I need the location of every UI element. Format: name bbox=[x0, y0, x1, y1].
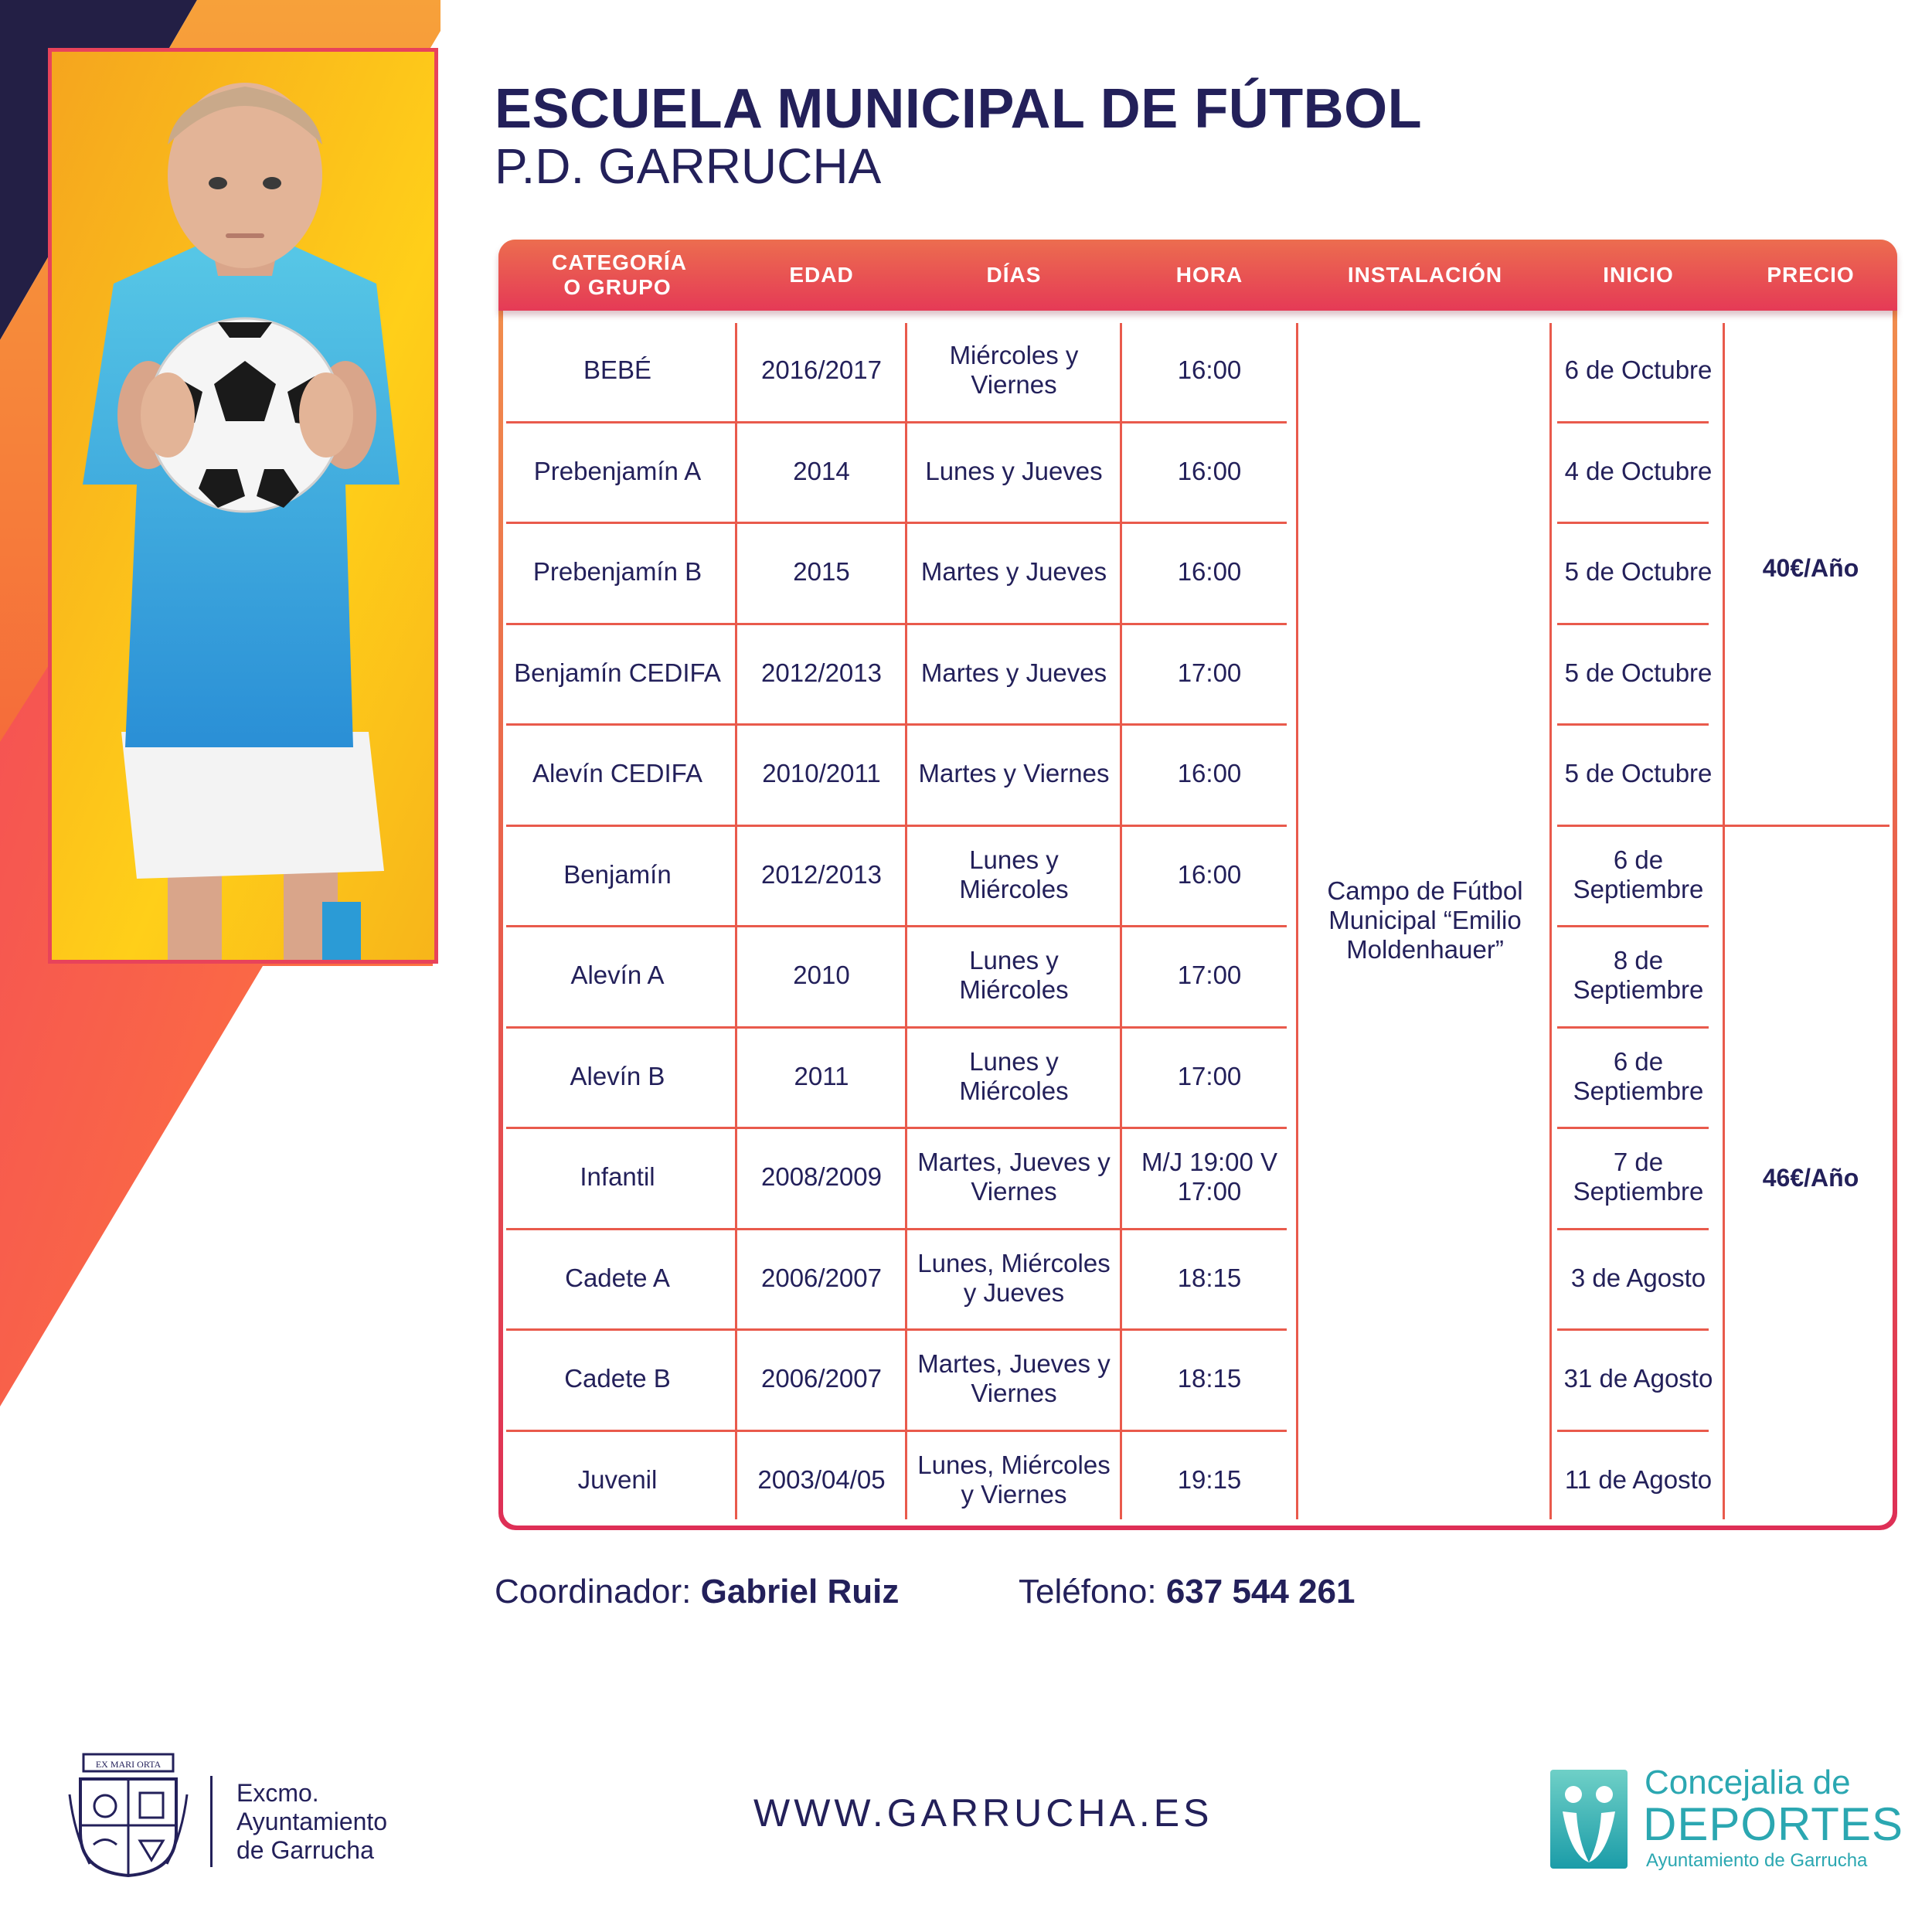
ayuntamiento-line-1: Excmo. bbox=[236, 1779, 319, 1807]
cell-dias: Martes, Jueves y Viernes bbox=[917, 1148, 1111, 1206]
cell-dias: Lunes, Miércoles y Jueves bbox=[917, 1248, 1111, 1307]
cell-hora: 18:15 bbox=[1177, 1364, 1242, 1393]
header-instalacion bbox=[1298, 240, 1553, 311]
cell-hora: 16:00 bbox=[1177, 456, 1242, 485]
cell-dias: Miércoles y Viernes bbox=[949, 341, 1079, 400]
cell-dias: Lunes y Jueves bbox=[925, 456, 1103, 485]
cell-inicio: 6 de Octubre bbox=[1564, 355, 1713, 385]
deportes-line-2: DEPORTES bbox=[1643, 1798, 1903, 1850]
cell-hora: 16:00 bbox=[1177, 355, 1242, 385]
cell-hora: 17:00 bbox=[1177, 961, 1242, 990]
cell-dias: Martes, Jueves y Viernes bbox=[917, 1349, 1111, 1408]
column-divider bbox=[735, 323, 737, 1519]
cell-edad: 2008/2009 bbox=[761, 1162, 882, 1192]
cell-edad: 2012/2013 bbox=[761, 658, 882, 687]
cell-edad: 2010/2011 bbox=[762, 759, 881, 788]
cell-inicio: 7 de Septiembre bbox=[1573, 1148, 1704, 1206]
cell-inicio: 6 de Septiembre bbox=[1573, 1046, 1704, 1105]
cell-inicio: 8 de Septiembre bbox=[1573, 946, 1704, 1005]
ayuntamiento-line-3: de Garrucha bbox=[236, 1836, 374, 1864]
header-edad-label: EDAD bbox=[789, 263, 854, 287]
website-link[interactable]: WWW.GARRUCHA.ES bbox=[753, 1791, 1213, 1835]
schedule-table bbox=[498, 240, 1897, 1530]
cell-categoria: Prebenjamín B bbox=[532, 557, 702, 587]
coordinator-label: Coordinador: bbox=[495, 1573, 692, 1611]
header-precio-label: PRECIO bbox=[1767, 263, 1855, 287]
cell-dias: Lunes y Miércoles bbox=[959, 1046, 1069, 1105]
cell-categoria: Alevín CEDIFA bbox=[532, 759, 703, 788]
cell-categoria: Infantil bbox=[580, 1162, 655, 1192]
instalacion-cell: Campo de Fútbol Municipal “Emilio Moldenhauer” bbox=[1327, 876, 1523, 964]
coordinator-name: Gabriel Ruiz bbox=[700, 1573, 900, 1611]
header-dias bbox=[906, 240, 1121, 311]
ayuntamiento-text bbox=[236, 1779, 387, 1865]
cell-inicio: 6 de Septiembre bbox=[1573, 845, 1704, 903]
header-edad bbox=[736, 240, 906, 311]
cell-categoria: Cadete B bbox=[564, 1364, 671, 1393]
cell-edad: 2010 bbox=[793, 961, 850, 990]
cell-hora: M/J 19:00 V 17:00 bbox=[1141, 1148, 1278, 1206]
cell-categoria: Benjamín CEDIFA bbox=[514, 658, 721, 687]
column-divider bbox=[905, 323, 907, 1519]
cell-categoria: Alevín A bbox=[570, 961, 665, 990]
cell-hora: 17:00 bbox=[1177, 658, 1242, 687]
cell-inicio: 4 de Octubre bbox=[1564, 456, 1713, 485]
coordinator-info bbox=[495, 1573, 899, 1611]
cell-edad: 2016/2017 bbox=[761, 355, 882, 385]
cell-dias: Martes y Jueves bbox=[920, 658, 1107, 687]
phone-label: Teléfono: bbox=[1019, 1573, 1157, 1611]
cell-edad: 2015 bbox=[793, 557, 850, 587]
cell-dias: Martes y Jueves bbox=[920, 557, 1107, 587]
cell-edad: 2014 bbox=[793, 456, 850, 485]
cell-categoria: Juvenil bbox=[577, 1464, 658, 1494]
deportes-line-3: Ayuntamiento de Garrucha bbox=[1646, 1850, 1868, 1871]
page-title: ESCUELA MUNICIPAL DE FÚTBOL bbox=[495, 78, 1423, 140]
header-precio bbox=[1724, 240, 1897, 311]
header-inicio bbox=[1553, 240, 1724, 311]
cell-inicio: 3 de Agosto bbox=[1570, 1263, 1706, 1292]
cell-hora: 18:15 bbox=[1177, 1263, 1242, 1292]
cell-inicio: 31 de Agosto bbox=[1563, 1364, 1713, 1393]
cell-categoria: Alevín B bbox=[570, 1061, 665, 1090]
cell-inicio: 5 de Octubre bbox=[1564, 759, 1713, 788]
precio-cell-2: 46€/Año bbox=[1762, 1163, 1859, 1192]
phone-info bbox=[1019, 1573, 1355, 1611]
cell-hora: 17:00 bbox=[1177, 1061, 1242, 1090]
deportes-icon bbox=[1547, 1764, 1631, 1872]
garrucha-crest-logo bbox=[66, 1748, 190, 1879]
deportes-line-1: Concejalia de bbox=[1645, 1764, 1851, 1801]
header-categoria bbox=[498, 240, 736, 311]
cell-dias: Lunes, Miércoles y Viernes bbox=[917, 1450, 1111, 1509]
cell-categoria: Cadete A bbox=[565, 1263, 670, 1292]
cell-inicio: 11 de Agosto bbox=[1564, 1464, 1713, 1494]
logo-divider bbox=[210, 1776, 213, 1867]
header-instalacion-label: INSTALACIÓN bbox=[1347, 263, 1503, 287]
cell-categoria: Prebenjamín A bbox=[533, 456, 702, 485]
cell-edad: 2003/04/05 bbox=[757, 1464, 886, 1494]
page-subtitle: P.D. GARRUCHA bbox=[495, 138, 882, 194]
phone-number: 637 544 261 bbox=[1165, 1573, 1355, 1611]
cell-inicio: 5 de Octubre bbox=[1564, 658, 1713, 687]
cell-hora: 16:00 bbox=[1177, 557, 1242, 587]
precio-cell-1: 40€/Año bbox=[1762, 553, 1859, 582]
header-hora bbox=[1121, 240, 1298, 311]
cell-dias: Lunes y Miércoles bbox=[959, 845, 1069, 903]
table-header bbox=[498, 240, 1897, 311]
cell-hora: 16:00 bbox=[1177, 759, 1242, 788]
header-hora-label: HORA bbox=[1175, 263, 1243, 287]
cell-edad: 2011 bbox=[794, 1061, 849, 1090]
cell-edad: 2006/2007 bbox=[761, 1364, 882, 1393]
cell-categoria: BEBÉ bbox=[583, 355, 652, 385]
cell-edad: 2012/2013 bbox=[761, 859, 882, 889]
cell-dias: Martes y Viernes bbox=[918, 759, 1110, 788]
cell-categoria: Benjamín bbox=[563, 859, 672, 889]
cell-inicio: 5 de Octubre bbox=[1564, 557, 1713, 587]
cell-hora: 16:00 bbox=[1177, 859, 1242, 889]
cell-edad: 2006/2007 bbox=[761, 1263, 882, 1292]
crest-motto: EX MARI ORTA bbox=[95, 1759, 162, 1770]
cell-hora: 19:15 bbox=[1177, 1464, 1242, 1494]
ayuntamiento-line-2: Ayuntamiento bbox=[236, 1808, 388, 1835]
header-dias-label: DÍAS bbox=[986, 263, 1042, 287]
header-inicio-label: INICIO bbox=[1603, 263, 1674, 287]
player-photo bbox=[48, 48, 438, 964]
header-categoria-label: CATEGORÍA O GRUPO bbox=[552, 250, 687, 299]
column-divider bbox=[1120, 323, 1122, 1519]
cell-dias: Lunes y Miércoles bbox=[959, 946, 1069, 1005]
